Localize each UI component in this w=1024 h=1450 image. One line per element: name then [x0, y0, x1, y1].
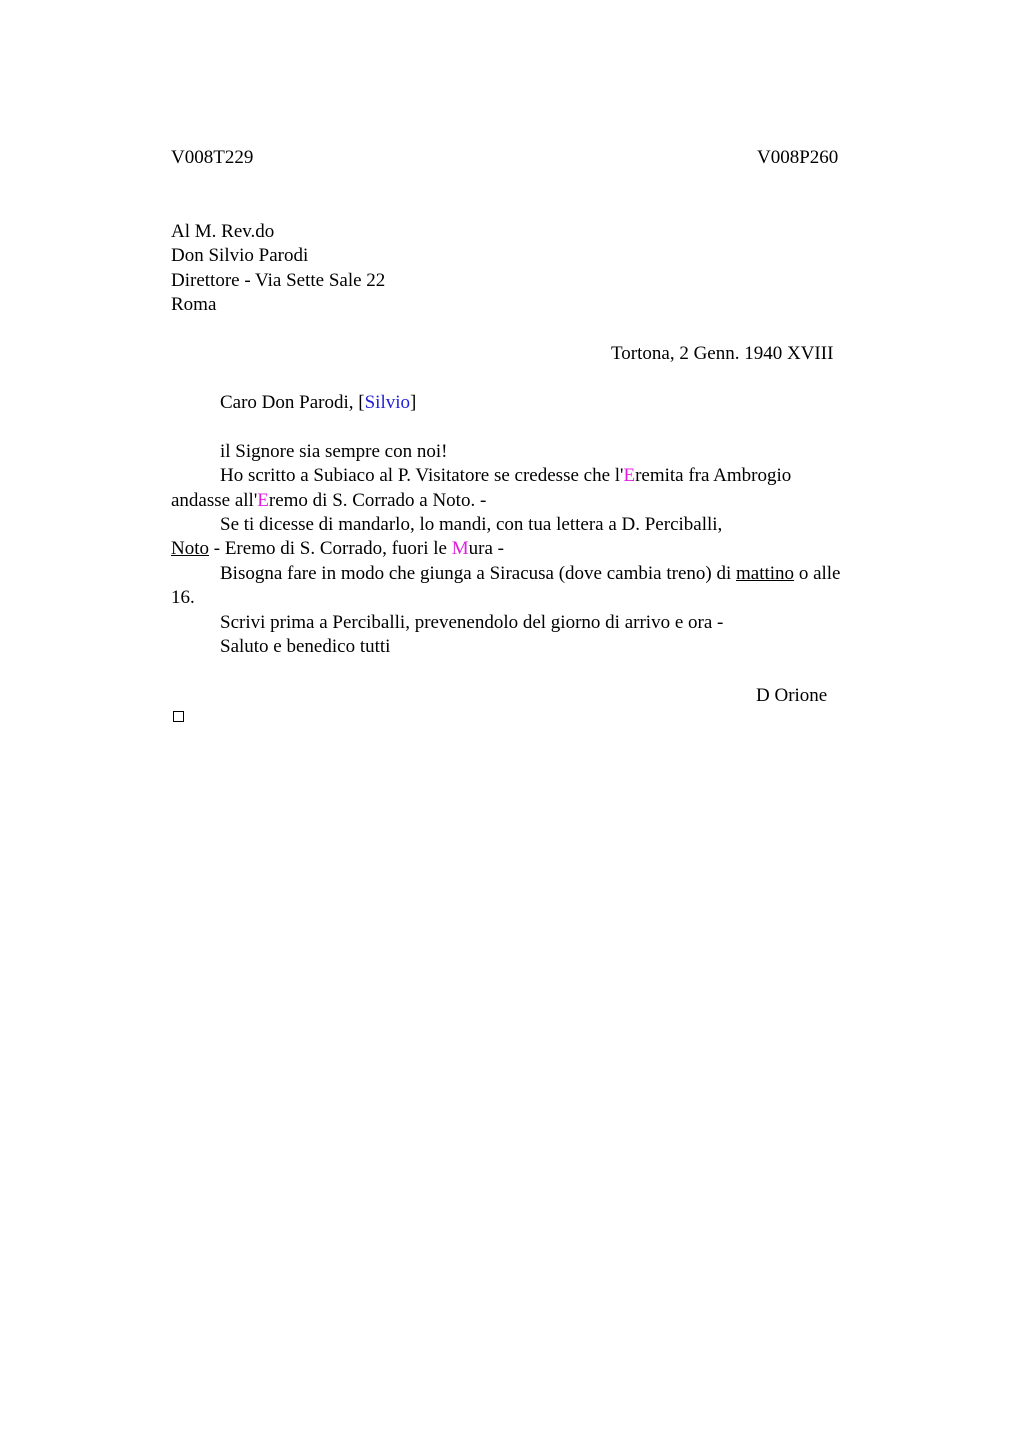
body-paragraph-3-line-2: [171, 537, 504, 561]
body-text: andasse all': [171, 490, 258, 511]
salutation: [220, 391, 416, 415]
body-paragraph-2-line-1: [220, 464, 791, 488]
capital-correction: M: [451, 538, 469, 559]
capital-correction: E: [257, 490, 269, 511]
address-line-3: Direttore - Via Sette Sale 22: [171, 270, 386, 291]
salutation-text: Caro Don Parodi, [: [220, 392, 365, 413]
body-text: remita fra Ambrogio: [635, 465, 792, 486]
address-line-2: Don Silvio Parodi: [171, 245, 309, 266]
body-paragraph-6: Saluto e benedico tutti: [220, 636, 391, 657]
body-paragraph-5: Scrivi prima a Perciballi, prevenendolo del giorno di arrivo e ora -: [220, 612, 724, 633]
date-line: Tortona, 2 Genn. 1940 XVIII: [611, 343, 834, 364]
capital-correction: E: [623, 465, 636, 486]
empty-square-icon: [173, 711, 184, 722]
address-line-4: Roma: [171, 294, 217, 315]
body-paragraph-4-line-2: 16.: [171, 587, 195, 608]
body-text: o alle: [794, 563, 841, 584]
body-paragraph-3-line-1: Se ti dicesse di mandarlo, lo mandi, con tua lettera a D. Perciballi,: [220, 514, 723, 535]
body-text: Bisogna fare in modo che giunga a Siracusa (dove cambia treno) di: [220, 563, 736, 584]
body-paragraph-1: il Signore sia sempre con noi!: [220, 441, 448, 462]
signature: D Orione: [756, 685, 828, 706]
header-left-code: V008T229: [171, 147, 254, 168]
salutation-name: Silvio: [364, 392, 410, 413]
body-text: remo di S. Corrado a Noto. -: [268, 490, 487, 511]
header-right-code: V008P260: [757, 147, 839, 168]
body-paragraph-2-line-2: [171, 489, 486, 513]
body-text: Ho scritto a Subiaco al P. Visitatore se credesse che l': [220, 465, 624, 486]
address-line-1: Al M. Rev.do: [171, 221, 275, 242]
body-paragraph-4-line-1: [220, 562, 841, 586]
underlined-word: mattino: [736, 563, 795, 584]
underlined-place: Noto: [171, 538, 209, 559]
body-text: - Eremo di S. Corrado, fuori le: [209, 538, 452, 559]
salutation-close: ]: [410, 392, 417, 413]
body-text: ura -: [468, 538, 504, 559]
